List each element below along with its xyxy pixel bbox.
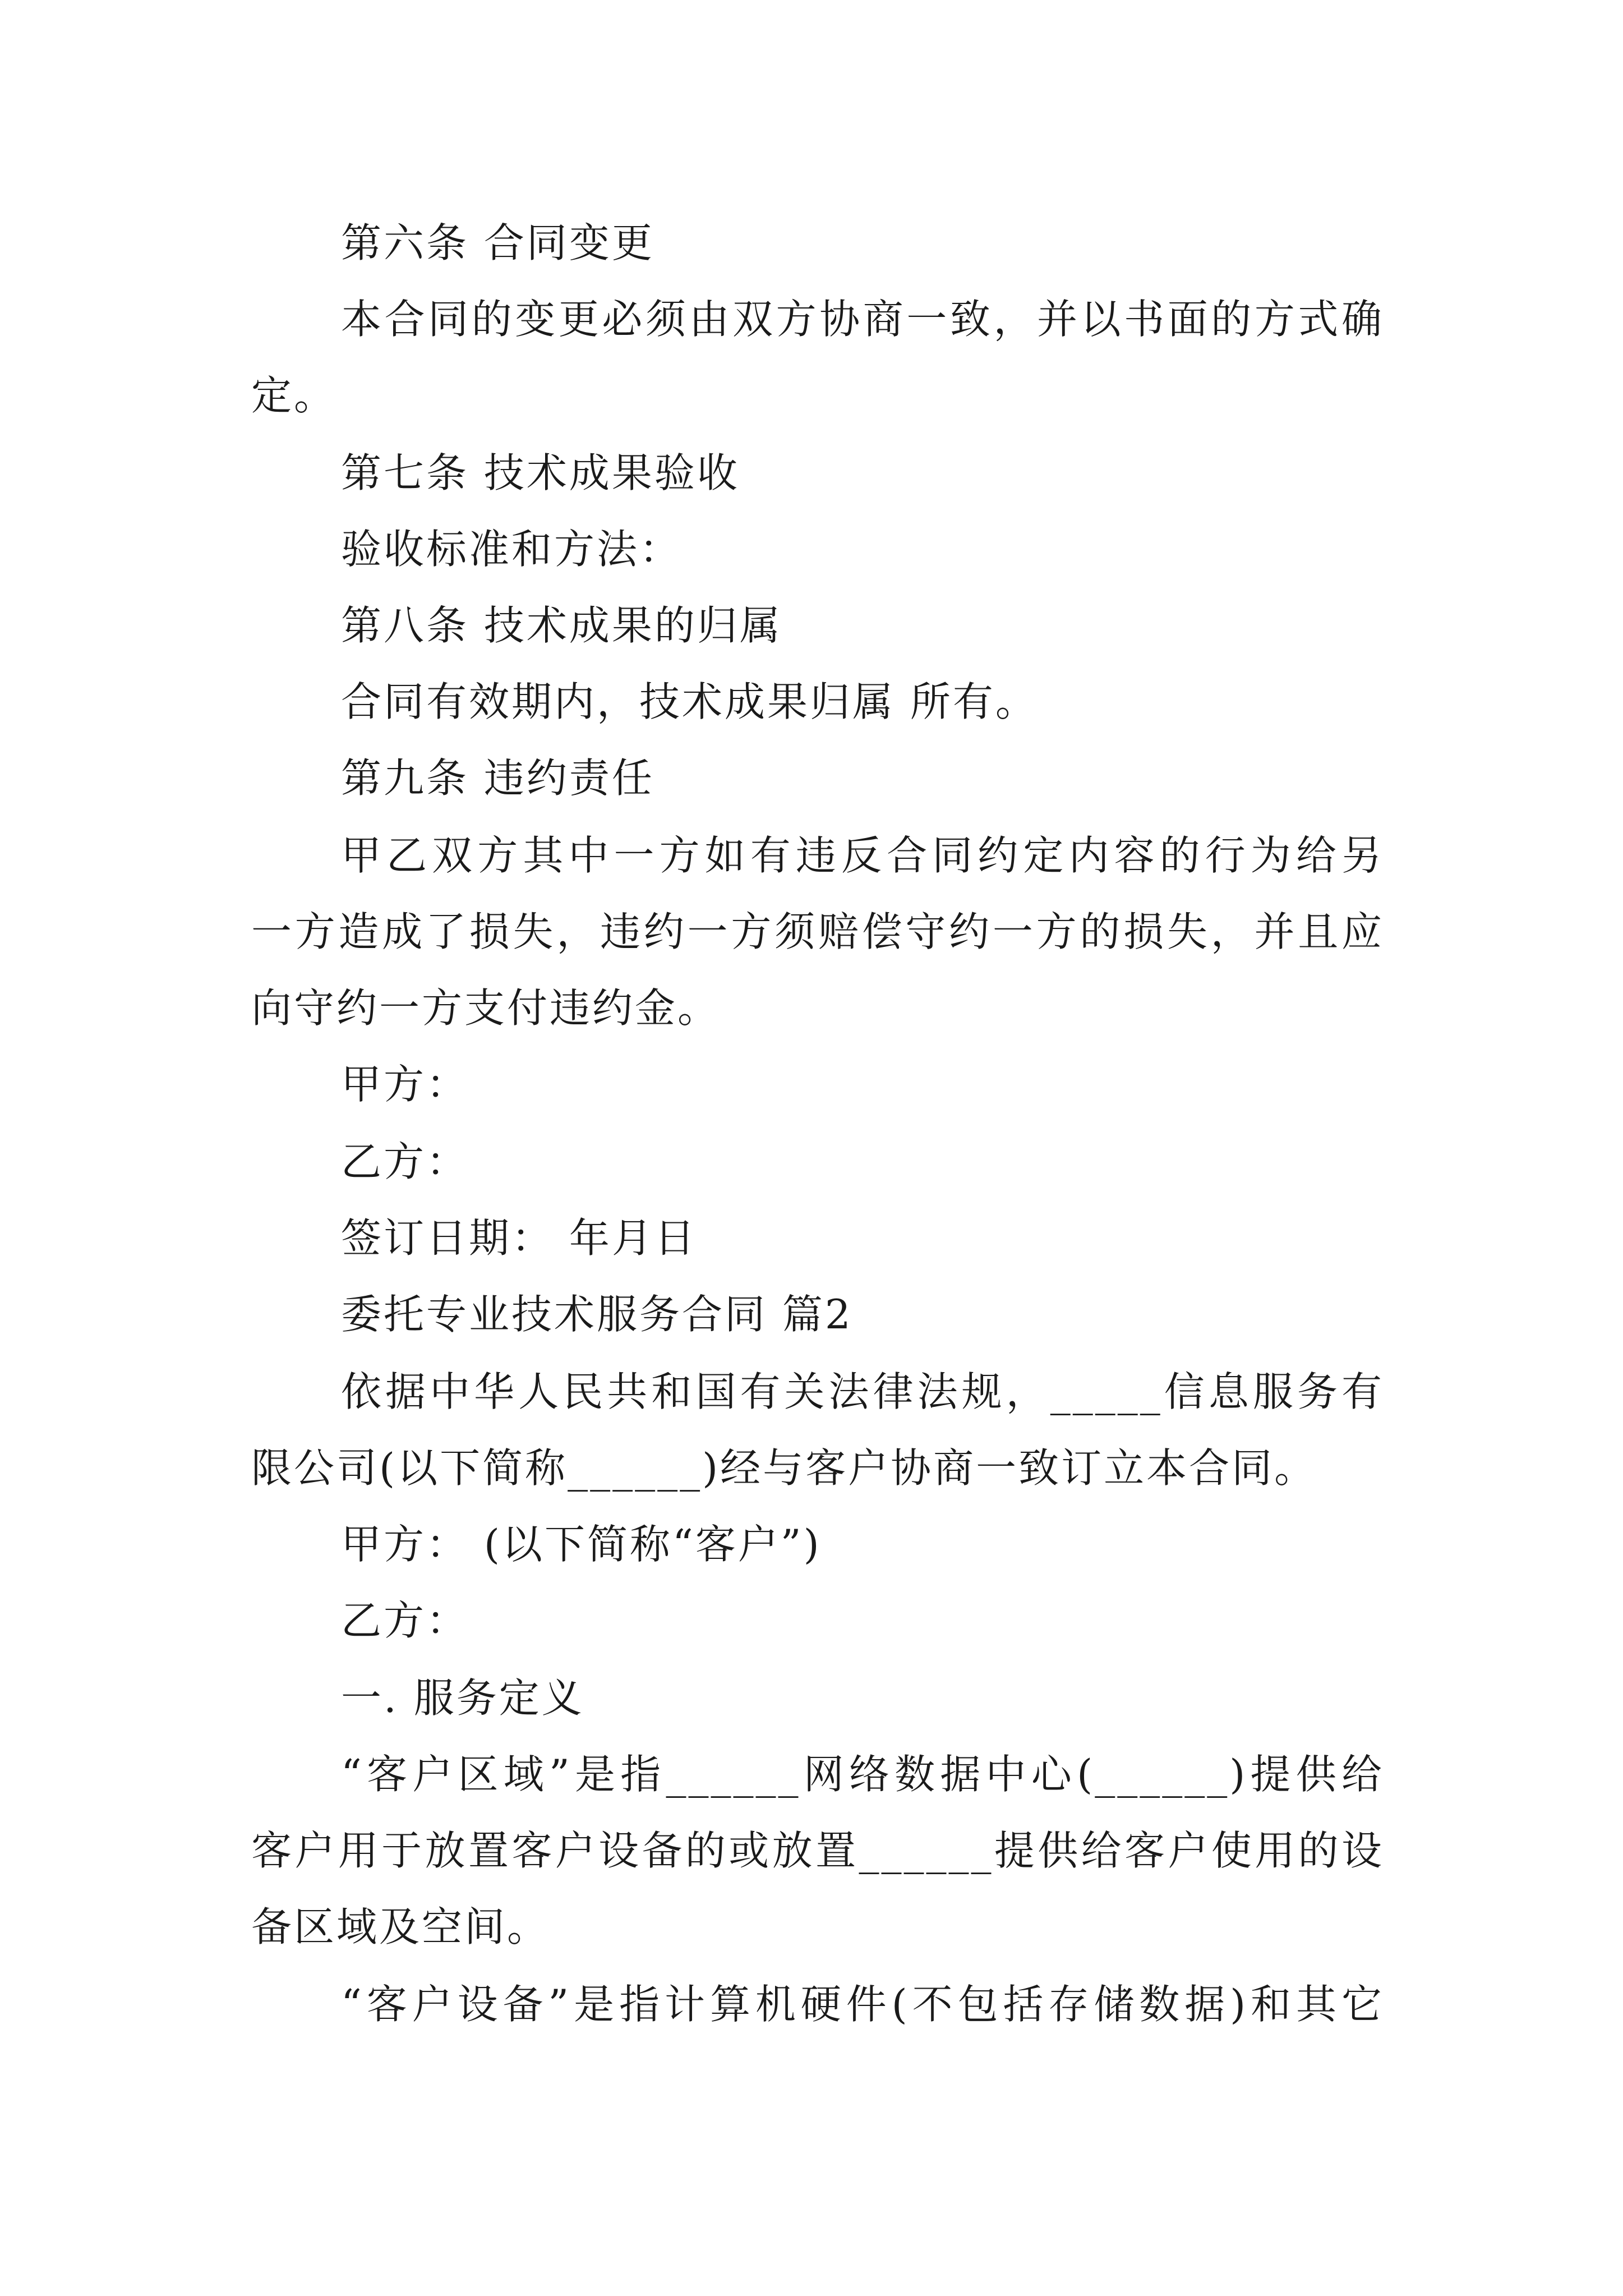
article-7-heading: 第七条 技术成果验收 <box>341 449 740 496</box>
article-9-heading: 第九条 违约责任 <box>341 754 654 802</box>
service-definition-heading: 一. 服务定义 <box>341 1674 584 1722</box>
paragraph-line: “客户设备”是指计算机硬件(不包括存储数据)和其它 <box>341 1981 1384 2028</box>
party-b-label: 乙方： <box>341 1597 469 1644</box>
paragraph-line: 备区域及空间。 <box>251 1903 550 1950</box>
paragraph-line: 依据中华人民共和国有关法律法规，_____信息服务有 <box>341 1368 1384 1415</box>
paragraph-line: 限公司(以下简称______)经与客户协商一致订立本合同。 <box>251 1444 1317 1492</box>
paragraph-line: 向守约一方支付违约金。 <box>251 984 721 1032</box>
signing-date-label: 签订日期： 年月日 <box>341 1214 697 1262</box>
party-a-label: 甲方： <box>341 1061 469 1108</box>
paragraph-line: 定。 <box>251 372 337 419</box>
paragraph-line: 本合同的变更必须由双方协商一致，并以书面的方式确 <box>341 296 1384 343</box>
paragraph-line: 一方造成了损失，违约一方须赔偿守约一方的损失，并且应 <box>251 908 1384 955</box>
article-6-heading: 第六条 合同变更 <box>341 219 654 266</box>
article-8-heading: 第八条 技术成果的归属 <box>341 602 782 649</box>
party-a-label: 甲方： (以下简称“客户”) <box>341 1521 822 1568</box>
paragraph-line: 验收标准和方法： <box>341 526 683 573</box>
paragraph-line: 甲乙双方其中一方如有违反合同约定内容的行为给另 <box>341 832 1384 879</box>
paragraph-line: “客户区域”是指______网络数据中心(______)提供给 <box>341 1751 1384 1798</box>
section-title: 委托专业技术服务合同 篇2 <box>341 1291 853 1338</box>
paragraph-line: 客户用于放置客户设备的或放置______提供给客户使用的设 <box>251 1827 1384 1874</box>
party-b-label: 乙方： <box>341 1138 469 1185</box>
paragraph-line: 合同有效期内，技术成果归属 所有。 <box>341 678 1038 725</box>
